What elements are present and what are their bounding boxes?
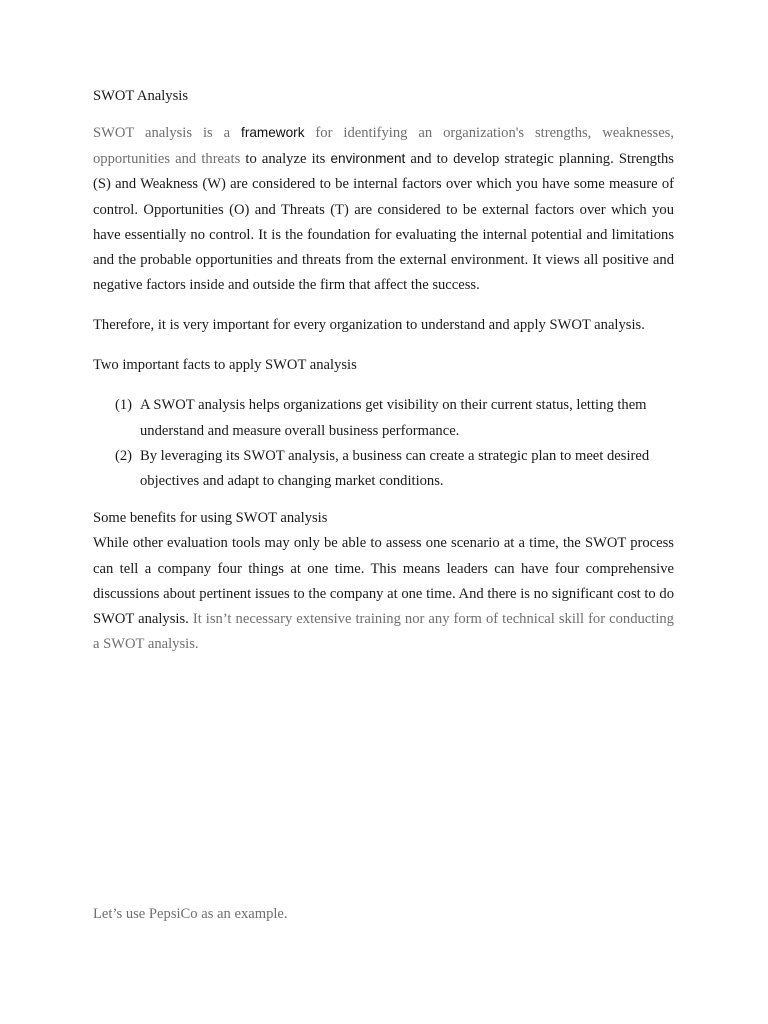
intro-text-4: and to develop strategic planning. Strengths (S) and Weakness (W) are considered to be internal factors over which you have some measure of control. Opportunities (O) and Threats (T) are considered to be external factors over which you have essentially no control. It is the foundation for evaluating the internal potential and limitations and the probable opportunities and threats from the external environment. It views all positive and negative factors inside and outside the firm that affect the success. — [93, 151, 674, 294]
list-item-number: (2) — [115, 447, 133, 464]
document-title: SWOT Analysis — [93, 88, 189, 104]
facts-list — [93, 393, 674, 494]
intro-text-3: to analyze its — [245, 151, 331, 168]
example-line: Let’s use PepsiCo as an example. — [93, 906, 288, 922]
list-item — [93, 444, 674, 494]
benefits-heading: Some benefits for using SWOT analysis — [93, 510, 328, 527]
list-item-text: A SWOT analysis helps organizations get visibility on their current status, letting them understand and measure overall business performance. — [140, 397, 647, 439]
list-item-text: By leveraging its SWOT analysis, a business can create a strategic plan to meet desired objectives and adapt to changing market conditions. — [140, 447, 650, 490]
benefits-paragraph — [93, 531, 674, 657]
environment-link[interactable]: environment — [330, 151, 406, 167]
intro-text-1: SWOT analysis is a — [93, 125, 242, 141]
benefits-text-1: While other evaluation tools may only be able to assess one scenario at a time, the SWOT process can tell a company four things at one time. This means leaders can have four comprehensive discussions about pertinent issues to the company at one time. And there is no significant cost to do SWOT analysis. — [93, 535, 674, 628]
intro-text-2: for identifying an organization's strengths, weaknesses, opportunities and threats — [93, 125, 674, 168]
list-item-number: (1) — [115, 397, 133, 414]
framework-link[interactable]: framework — [241, 125, 305, 140]
list-item — [93, 393, 674, 443]
intro-paragraph — [93, 120, 674, 298]
importance-paragraph: Therefore, it is very important for every organization to understand and apply SWOT analysis. — [93, 317, 645, 334]
document-body — [93, 86, 674, 657]
benefits-text-2: It isn’t necessary extensive training nor any form of technical skill for conducting a SWOT analysis. — [93, 611, 674, 653]
facts-heading: Two important facts to apply SWOT analysis — [93, 357, 357, 374]
